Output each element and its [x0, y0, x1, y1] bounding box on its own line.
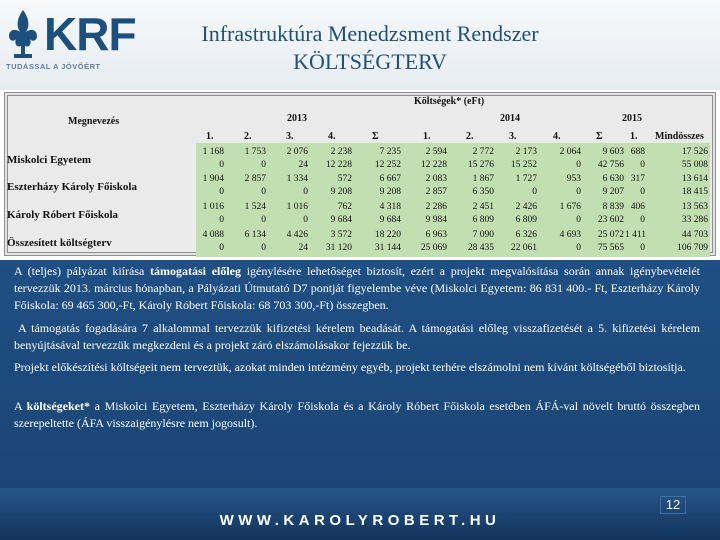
table-cell: 1 676: [559, 202, 581, 212]
q-2014-4-header: 4.: [553, 131, 561, 142]
q-2013-4-header: 4.: [328, 131, 336, 142]
table-cell: 953: [566, 174, 581, 184]
table-cell: 0: [303, 215, 308, 225]
table-cell: 762: [337, 202, 352, 212]
table-cell: 31 120: [325, 243, 352, 253]
table-cell: 55 008: [681, 160, 708, 170]
table-cell: 23 602: [597, 215, 624, 225]
table-cell: 9 208: [330, 187, 352, 197]
table-cell: 1 334: [286, 174, 308, 184]
table-cell: 6 667: [379, 174, 401, 184]
paragraph-3: Projekt előkészítési költségeit nem terveztük, azokat minden intézmény egyéb, projekt terhére elszámolni nem kívánt költségéből biztosítja.: [14, 360, 686, 374]
table-cell: 3 572: [330, 230, 352, 240]
table-cell: 1 753: [244, 147, 266, 157]
logo-wordmark: KRF: [44, 8, 136, 60]
table-cell: 0: [576, 187, 581, 197]
sum-2013-header: Σ: [372, 131, 379, 142]
p1-text-a: A (teljes) pályázat kiírása: [14, 264, 151, 278]
table-cell: 42 756: [597, 160, 624, 170]
table-cell: 13 614: [681, 174, 708, 184]
table-cell: 2 857: [425, 187, 447, 197]
table-cell: 9 684: [330, 215, 352, 225]
table-cell: 25 072: [597, 230, 624, 240]
table-cell: 7 235: [379, 147, 401, 157]
row-label-miskolci-egyetem: Miskolci Egyetem: [7, 154, 92, 166]
table-cell: 12 252: [374, 160, 401, 170]
table-cell: 4 426: [286, 230, 308, 240]
table-cell: 0: [640, 215, 645, 225]
title-line-2: KÖLTSÉGTERV: [293, 49, 447, 74]
table-cell: 9 207: [602, 187, 624, 197]
p1-text-bold: támogatási előleg: [150, 264, 242, 278]
table-cell: 6 134: [244, 230, 266, 240]
table-cell: 1 524: [244, 202, 266, 212]
p4-text-a: A: [14, 399, 27, 413]
page-title: [120, 20, 620, 76]
table-cell: 9 208: [379, 187, 401, 197]
table-cell: 9 684: [379, 215, 401, 225]
name-column-header: Megnevezés: [68, 116, 120, 127]
row-label-eszterhazy: Eszterházy Károly Főiskola: [7, 181, 137, 193]
q-2014-2-header: 2.: [466, 131, 474, 142]
row-label-osszesitett: Összesített költségterv: [7, 237, 112, 249]
table-cell: 0: [261, 187, 266, 197]
table-cell: 31 144: [374, 243, 401, 253]
table-cell: 0: [576, 243, 581, 253]
table-cell: 0: [219, 215, 224, 225]
table-cell: 18 220: [374, 230, 401, 240]
table-cell: 4 088: [202, 230, 224, 240]
table-cell: 4 693: [559, 230, 581, 240]
table-cell: 7 090: [472, 230, 494, 240]
table-cell: 0: [576, 215, 581, 225]
year-2013-header: 2013: [287, 113, 307, 124]
table-cell: 0: [640, 160, 645, 170]
sum-2014-header: Σ: [596, 131, 603, 142]
table-cell: 18 415: [681, 187, 708, 197]
website-url[interactable]: WWW.KAROLYROBERT.HU: [219, 512, 501, 529]
year-2015-header: 2015: [622, 113, 642, 124]
table-cell: 1 016: [286, 202, 308, 212]
row-label-karoly-robert: Károly Róbert Főiskola: [7, 209, 119, 221]
table-cell: 6 326: [515, 230, 537, 240]
table-cell: 0: [532, 187, 537, 197]
table-cell: 2 772: [472, 147, 494, 157]
table-cell: 33 286: [681, 215, 708, 225]
table-cell: 2 238: [330, 147, 352, 157]
fleur-de-lis-icon: [6, 8, 40, 60]
table-cell: 2 083: [425, 174, 447, 184]
table-cell: 0: [261, 215, 266, 225]
table-cell: 0: [219, 160, 224, 170]
table-cell: 1 727: [515, 174, 537, 184]
table-cell: 75 565: [597, 243, 624, 253]
table-cell: 0: [219, 243, 224, 253]
table-cell: 2 451: [472, 202, 494, 212]
table-cell: 15 276: [467, 160, 494, 170]
year-2014-header: 2014: [500, 113, 520, 124]
table-caption: Költségek* (eFt): [414, 96, 485, 107]
table-cell: 572: [337, 174, 352, 184]
table-cell: 28 435: [467, 243, 494, 253]
krf-logo: [6, 6, 136, 86]
q-2013-3-header: 3.: [286, 131, 294, 142]
title-line-1: Infrastruktúra Menedzsment Rendszer: [201, 21, 539, 46]
table-cell: 0: [640, 243, 645, 253]
table-cell: 2 286: [425, 202, 447, 212]
table-cell: 406: [630, 202, 645, 212]
table-cell: 1 867: [472, 174, 494, 184]
table-cell: 0: [303, 187, 308, 197]
total-header: Mindösszes: [655, 131, 704, 142]
table-cell: 6 809: [515, 215, 537, 225]
table-cell: 317: [630, 174, 645, 184]
table-cell: 15 252: [510, 160, 537, 170]
table-cell: 2 064: [559, 147, 581, 157]
table-cell: 2 594: [425, 147, 447, 157]
table-cell: 8 839: [602, 202, 624, 212]
table-cell: 17 526: [681, 147, 708, 157]
page-number: 12: [660, 496, 686, 514]
table-cell: 106 709: [677, 243, 708, 253]
table-cell: 12 228: [420, 160, 447, 170]
table-cell: 6 630: [602, 174, 624, 184]
p4-text-bold: költségeket*: [26, 399, 90, 413]
table-cell: 25 069: [420, 243, 447, 253]
table-cell: 688: [630, 147, 645, 157]
table-cell: 6 809: [472, 215, 494, 225]
table-cell: 12 228: [325, 160, 352, 170]
table-cell: 1 168: [202, 147, 224, 157]
table-cell: 0: [261, 160, 266, 170]
paragraph-4: [14, 398, 700, 432]
table-cell: 6 963: [425, 230, 447, 240]
table-cell: 13 563: [681, 202, 708, 212]
table-cell: 2 857: [244, 174, 266, 184]
q-2014-3-header: 3.: [509, 131, 517, 142]
table-cell: 0: [640, 187, 645, 197]
table-cell: 2 173: [515, 147, 537, 157]
table-cell: 9 984: [425, 215, 447, 225]
paragraph-2: A támogatás fogadására 7 alkalommal tervezzük kifizetési kérelem beadását. A támogatási előleg visszafizetését a 5. kifizetési kérelem benyújtásával tervezzük megkezdeni és a projekt záró elszámolásakor fejezzük be.: [14, 321, 700, 352]
table-cell: 0: [576, 160, 581, 170]
table-cell: 1 016: [202, 202, 224, 212]
paragraph-1: [14, 263, 700, 314]
q-2013-2-header: 2.: [244, 131, 252, 142]
q-2013-1-header: 1.: [206, 131, 214, 142]
q-2015-1-header: 1.: [630, 131, 638, 142]
q-2014-1-header: 1.: [423, 131, 431, 142]
table-cell: 0: [261, 243, 266, 253]
table-cell: 2 426: [515, 202, 537, 212]
table-cell: 6 350: [472, 187, 494, 197]
table-cell: 44 703: [681, 230, 708, 240]
table-cell: 22 061: [510, 243, 537, 253]
table-cell: 24: [298, 243, 308, 253]
table-cell: 1 411: [625, 230, 647, 240]
table-cell: 4 318: [379, 202, 401, 212]
table-cell: 0: [219, 187, 224, 197]
table-cell: 24: [298, 160, 308, 170]
p1-text-c: igénylésére lehetőséget biztosít, ezért a projekt megvalósítása során annak igénybevételét tervezzük 2013. március hónapban, a Pályázati Útmutató D7 pontját figyelembe véve (Miskolci Egyetem: 86 831 400.- Ft, Eszterházy Károly Főiskola: 69 465 300,-Ft, Károly Róbert Főiskola: 68 703 300,-Ft) összegben.: [14, 264, 701, 312]
logo-slogan: TUDÁSSAL A JÖVŐÉRT: [6, 62, 101, 71]
table-cell: 9 603: [602, 147, 624, 157]
table-cell: 1 904: [202, 174, 224, 184]
table-cell: 2 076: [286, 147, 308, 157]
p4-text-c: a Miskolci Egyetem, Eszterházy Károly Főiskola és a Károly Róbert Főiskola esetében ÁFÁ-val növelt bruttó összegben szerepeltette (ÁFA visszaigénylésre nem jogosult).: [14, 399, 700, 430]
